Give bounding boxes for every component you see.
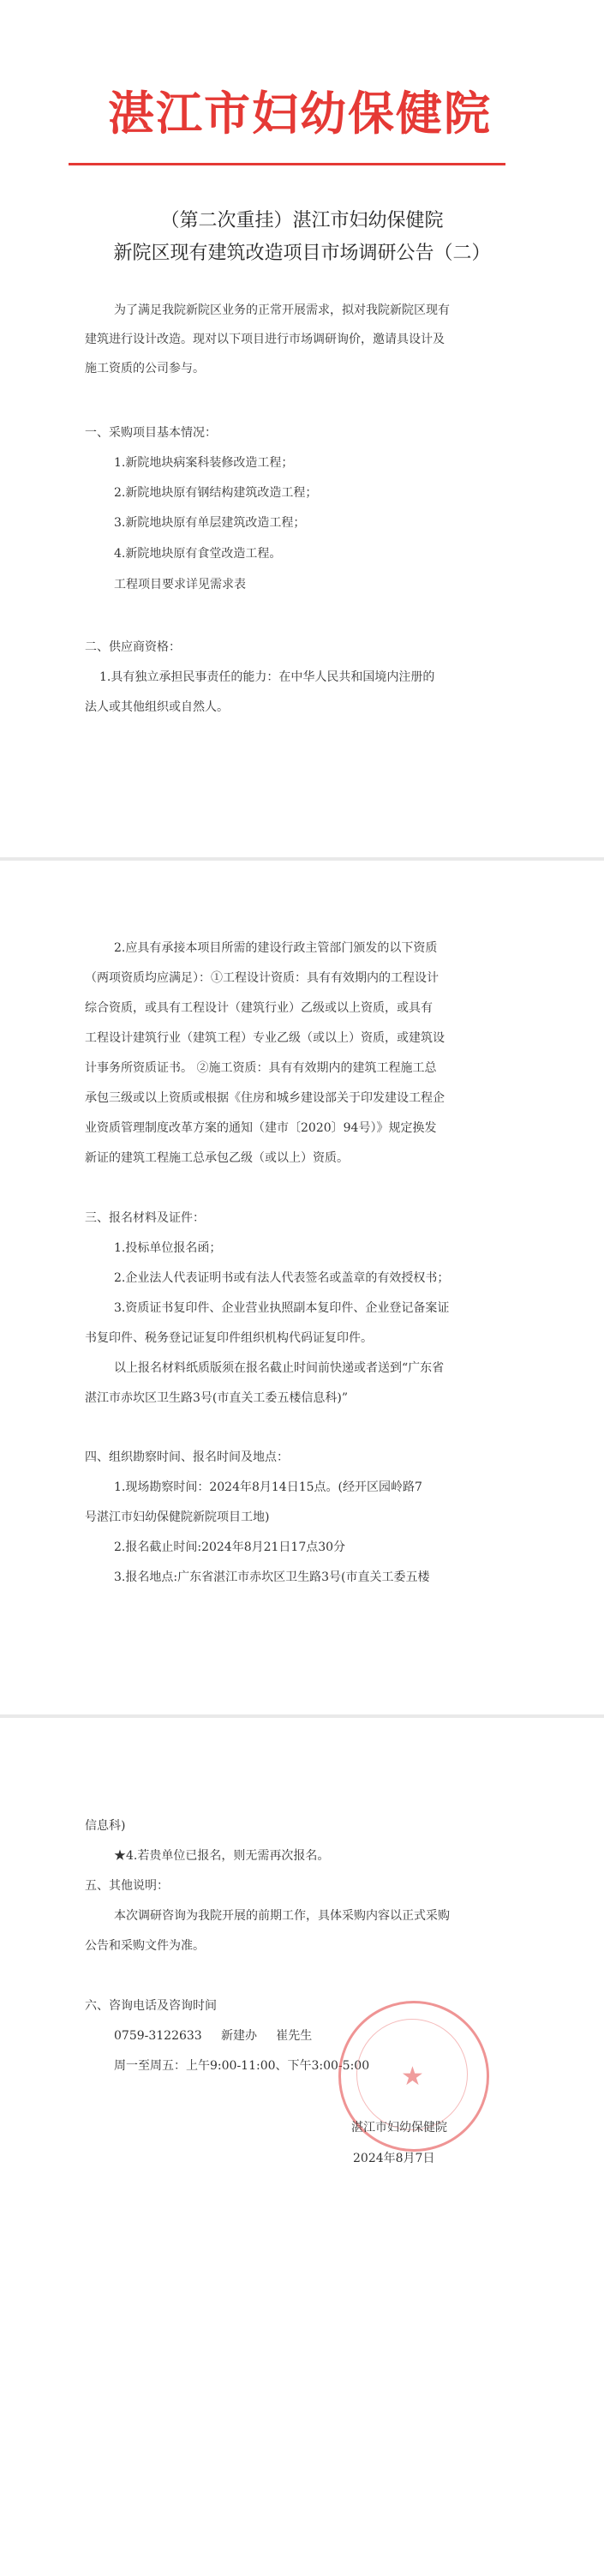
section-1-heading: 一、采购项目基本情况： [85, 426, 217, 440]
title-line-2: 新院区现有建筑改造项目市场调研公告（二） [113, 243, 491, 264]
section-1-item-4: 4.新院地块原有食堂改造工程。 [114, 547, 282, 561]
section-1-note: 工程项目要求详见需求表 [114, 578, 246, 591]
section-2-q2-line-1: 2.应具有承接本项目所需的建设行政主管部门颁发的以下资质 [114, 941, 438, 955]
letterhead-divider [69, 163, 505, 165]
section-3-item-1: 1.投标单位报名函； [114, 1241, 222, 1255]
section-5-text-line-1: 本次调研咨询为我院开展的前期工作，具体采购内容以正式采购 [114, 1909, 450, 1923]
section-4-item-1-line-1: 1.现场勘察时间：2024年8月14日15点。(经开区园岭路7 [114, 1480, 422, 1494]
section-1-item-3: 3.新院地块原有单层建筑改造工程； [114, 516, 306, 530]
section-4-item-3-cont: 信息科) [85, 1819, 126, 1833]
section-2-q2-line-3: 综合资质，或具有工程设计（建筑行业）乙级或以上资质，或具有 [85, 1001, 433, 1015]
section-4-heading: 四、组织勘察时间、报名时间及地点： [85, 1450, 289, 1464]
section-2-q2-line-5: 计事务所资质证书。 ②施工资质：具有有效期内的建筑工程施工总 [85, 1061, 437, 1075]
intro-line-2: 建筑进行设计改造。现对以下项目进行市场调研询价，邀请具设计及 [85, 333, 445, 346]
seal-star-icon: ★ [401, 2062, 424, 2092]
section-4-item-1-line-2: 号湛江市妇幼保健院新院项目工地) [85, 1510, 270, 1524]
section-2-q2-line-6: 承包三级或以上资质或根据《住房和城乡建设部关于印发建设工程企 [85, 1091, 445, 1105]
section-3-heading: 三、报名材料及证件： [85, 1211, 205, 1225]
intro-line-1: 为了满足我院新院区业务的正常开展需求，拟对我院新院区现有 [114, 303, 450, 317]
section-3-note-line-2: 湛江市赤坎区卫生路3号(市直关工委五楼信息科)” [85, 1391, 348, 1405]
section-2-heading: 二、供应商资格： [85, 640, 181, 654]
signature-date: 2024年8月7日 [353, 2152, 435, 2165]
section-5-heading: 五、其他说明： [85, 1879, 169, 1893]
intro-line-3: 施工资质的公司参与。 [85, 362, 205, 375]
section-6-heading: 六、咨询电话及咨询时间 [85, 1999, 217, 2013]
title-line-1: （第二次重挂）湛江市妇幼保健院 [160, 210, 444, 231]
contact-hours: 周一至周五：上午9:00-11:00、下午3:00-5:00 [114, 2059, 370, 2073]
page-2 [0, 861, 604, 1714]
section-2-q2-line-8: 新证的建筑工程施工总承包乙级（或以上）资质。 [85, 1151, 349, 1165]
section-3-item-2: 2.企业法人代表证明书或有法人代表签名或盖章的有效授权书； [114, 1271, 450, 1285]
page-1 [0, 0, 604, 857]
section-2-q1-line-2: 法人或其他组织或自然人。 [85, 700, 229, 714]
section-4-item-2: 2.报名截止时间:2024年8月21日17点30分 [114, 1540, 346, 1554]
letterhead-banner: 湛江市妇幼保健院 [108, 86, 492, 141]
section-2-q2-line-4: 工程设计建筑行业（建筑工程）专业乙级（或以上）资质，或建筑设 [85, 1031, 445, 1045]
section-2-q2-line-7: 业资质管理制度改革方案的通知（建市〔2020〕94号）》规定换发 [85, 1121, 437, 1135]
section-2-q1-line-1: 1.具有独立承担民事责任的能力：在中华人民共和国境内注册的 [99, 670, 435, 684]
section-1-item-1: 1.新院地块病案科装修改造工程； [114, 456, 294, 470]
page-3 [0, 1718, 604, 2576]
section-3-item-3-line-2: 书复印件、税务登记证复印件组织机构代码证复印件。 [85, 1331, 373, 1345]
section-3-note-line-1: 以上报名材料纸质版须在报名截止时间前快递或者送到“广东省 [114, 1361, 445, 1375]
section-3-item-3-line-1: 3.资质证书复印件、企业营业执照副本复印件、企业登记备案证 [114, 1301, 450, 1315]
section-4-item-3: 3.报名地点:广东省湛江市赤坎区卫生路3号(市直关工委五楼 [114, 1570, 430, 1584]
contact-phone: 0759-3122633 新建办 崔先生 [114, 2029, 313, 2043]
section-4-item-4: ★4.若贵单位已报名，则无需再次报名。 [114, 1849, 330, 1863]
section-1-item-2: 2.新院地块原有钢结构建筑改造工程； [114, 486, 318, 500]
section-2-q2-line-2: （两项资质均应满足）：①工程设计资质：具有有效期内的工程设计 [85, 971, 439, 985]
section-5-text-line-2: 公告和采购文件为准。 [85, 1939, 205, 1953]
signature-org: 湛江市妇幼保健院 [351, 2121, 447, 2135]
